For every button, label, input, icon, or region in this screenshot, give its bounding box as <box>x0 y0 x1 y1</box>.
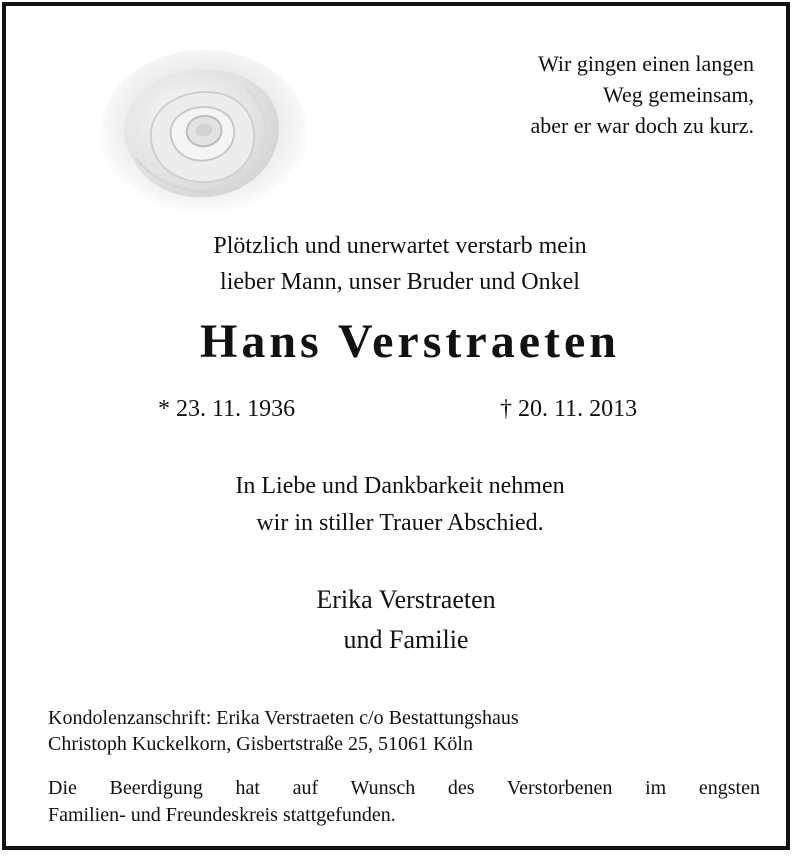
condolence-address <box>48 705 519 757</box>
motto-verse <box>530 48 754 141</box>
burial-line: Familien- und Freundeskreis stattgefunden. <box>48 804 396 826</box>
signature-line: und Familie <box>343 625 469 654</box>
motto-line: Wir gingen einen langen <box>538 51 754 76</box>
signature-line: Erika Verstraeten <box>316 585 496 614</box>
intro-line: lieber Mann, unser Bruder und Onkel <box>220 269 580 295</box>
address-line: Kondolenzanschrift: Erika Verstraeten c/o Bestattungshaus <box>48 707 519 729</box>
motto-line: aber er war doch zu kurz. <box>530 113 754 138</box>
birth-date: * 23. 11. 1936 <box>158 396 296 422</box>
death-date: † 20. 11. 2013 <box>500 396 638 422</box>
address-line: Christoph Kuckelkorn, Gisbertstraße 25, 51061 Köln <box>48 733 473 755</box>
signature <box>0 580 800 660</box>
intro-text <box>0 228 800 300</box>
rose-image <box>96 48 306 218</box>
farewell-line: In Liebe und Dankbarkeit nehmen <box>235 473 565 499</box>
intro-line: Plötzlich und unerwartet verstarb mein <box>213 233 587 259</box>
motto-line: Weg gemeinsam, <box>603 82 754 107</box>
farewell-line: wir in stiller Trauer Abschied. <box>256 510 544 536</box>
burial-line: Die Beerdigung hat auf Wunsch des Verstorbenen im engsten <box>48 777 760 799</box>
burial-note <box>48 775 760 829</box>
deceased-name: Hans Verstraeten <box>200 315 620 368</box>
farewell-text <box>0 468 800 542</box>
